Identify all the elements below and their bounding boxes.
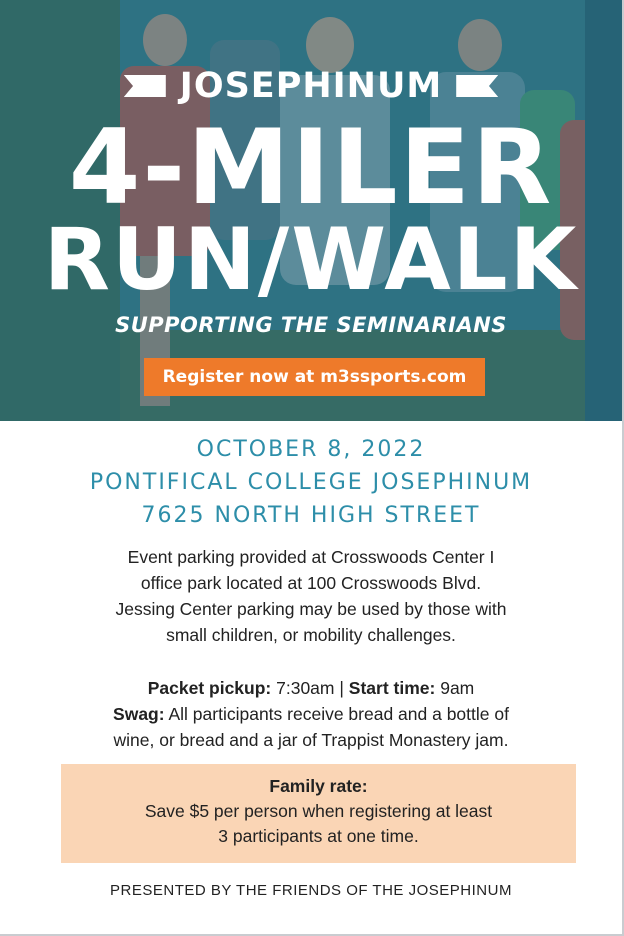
swag-text-line2: wine, or bread and a jar of Trappist Monastery jam. <box>113 730 509 750</box>
hero-banner <box>0 0 622 421</box>
family-rate-line: Save $5 per person when registering at least <box>144 801 493 821</box>
schedule-info <box>40 675 582 753</box>
register-button[interactable]: Register now at m3ssports.com <box>144 358 485 396</box>
parking-line: Jessing Center parking may be used by those with <box>115 599 507 619</box>
packet-pickup-time: 7:30am <box>276 678 335 698</box>
schedule-separator: | <box>339 678 344 698</box>
parking-line: Event parking provided at Crosswoods Center I <box>127 547 495 567</box>
swag-line <box>40 701 582 727</box>
tagline: SUPPORTING THE SEMINARIANS <box>115 313 507 337</box>
packet-pickup-label: Packet pickup: <box>147 678 272 698</box>
family-rate-line: 3 participants at one time. <box>218 826 419 846</box>
parking-line: office park located at 100 Crosswoods Blvd. <box>140 573 482 593</box>
org-title-row <box>0 66 622 106</box>
parking-info <box>50 544 572 648</box>
swag-text: All participants receive bread and a bottle of <box>168 704 509 724</box>
ribbon-left-icon <box>124 75 166 97</box>
swag-label: Swag: <box>113 704 165 724</box>
family-rate-box <box>61 764 576 863</box>
org-name: JOSEPHINUM <box>179 66 443 106</box>
start-time-label: Start time: <box>348 678 436 698</box>
event-title-line1: 4-MILER <box>68 108 554 228</box>
event-address: 7625 NORTH HIGH STREET <box>141 503 481 528</box>
presented-by: PRESENTED BY THE FRIENDS OF THE JOSEPHINUM <box>110 882 512 899</box>
event-venue: PONTIFICAL COLLEGE JOSEPHINUM <box>89 470 533 495</box>
schedule-line <box>40 675 582 701</box>
start-time-value: 9am <box>440 678 475 698</box>
ribbon-right-icon <box>456 75 498 97</box>
event-title-line2: RUN/WALK <box>43 210 579 310</box>
parking-line: small children, or mobility challenges. <box>166 625 456 645</box>
event-date: OCTOBER 8, 2022 <box>196 437 426 462</box>
family-rate-title: Family rate: <box>269 776 368 796</box>
